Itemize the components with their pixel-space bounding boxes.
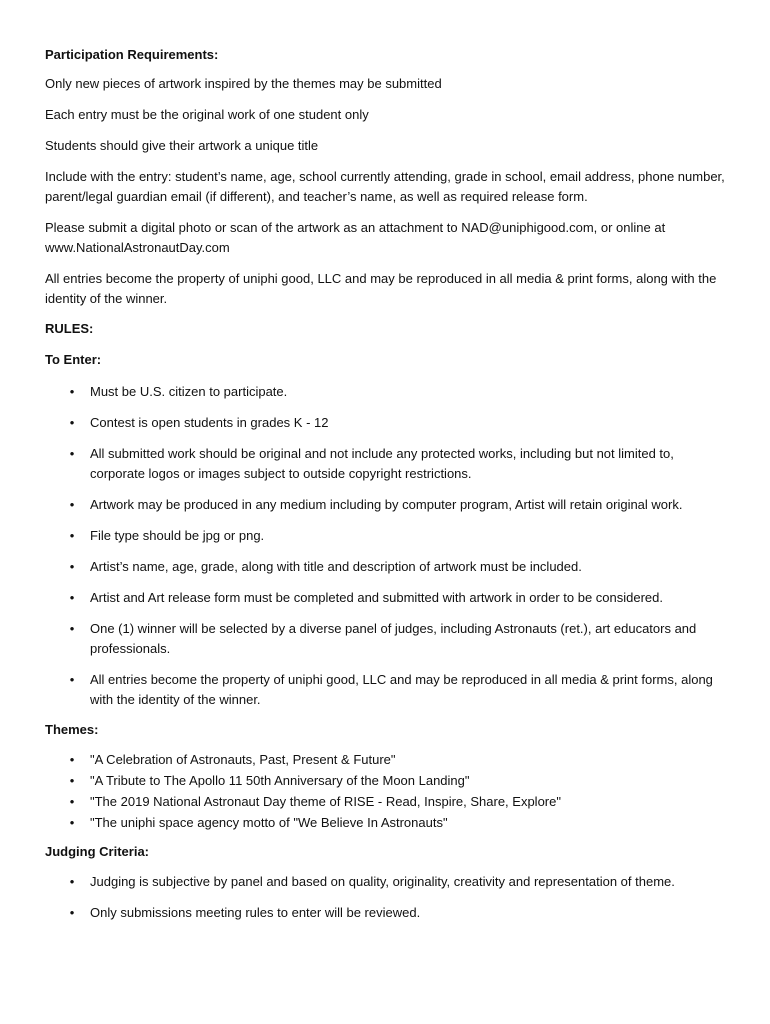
theme-text: "The 2019 National Astronaut Day theme of RISE - Read, Inspire, Share, Explore"	[90, 794, 561, 809]
participation-paragraph: All entries become the property of uniphi good, LLC and may be reproduced in all media & print forms, along with the identity of the winner.	[45, 271, 717, 306]
bullet-icon: •	[69, 794, 75, 809]
bullet-icon: •	[69, 773, 75, 788]
list-item	[45, 382, 730, 402]
bullet-icon: •	[69, 672, 75, 687]
rule-text: Artwork may be produced in any medium including by computer program, Artist will retain original work.	[90, 497, 683, 512]
participation-heading: Participation Requirements:	[45, 47, 219, 62]
judging-list	[45, 872, 730, 923]
rule-text: All entries become the property of uniphi good, LLC and may be reproduced in all media & print forms, along with the identity of the winner.	[90, 672, 713, 707]
themes-heading: Themes:	[45, 722, 99, 737]
rule-text: Artist and Art release form must be completed and submitted with artwork in order to be considered.	[90, 590, 663, 605]
bullet-icon: •	[69, 446, 75, 461]
list-item	[45, 588, 730, 608]
list-item	[45, 413, 730, 433]
list-item	[45, 670, 730, 710]
participation-paragraph: Students should give their artwork a unique title	[45, 138, 319, 153]
bullet-icon: •	[69, 528, 75, 543]
list-item	[45, 619, 730, 659]
rule-text: Must be U.S. citizen to participate.	[90, 384, 288, 399]
list-item	[45, 903, 730, 923]
rule-text: All submitted work should be original and not include any protected works, including but not limited to, corporate logos or images subject to outside copyright restrictions.	[90, 446, 674, 481]
list-item	[45, 526, 730, 546]
bullet-icon: •	[69, 497, 75, 512]
rule-text: Contest is open students in grades K - 12	[90, 415, 329, 430]
list-item	[45, 792, 730, 812]
rule-text: One (1) winner will be selected by a diverse panel of judges, including Astronauts (ret.), art educators and professionals.	[90, 621, 697, 656]
rule-text: Artist’s name, age, grade, along with title and description of artwork must be included.	[90, 559, 582, 574]
list-item	[45, 813, 730, 833]
participation-paragraph: Each entry must be the original work of one student only	[45, 107, 369, 122]
participation-paragraph: Only new pieces of artwork inspired by the themes may be submitted	[45, 76, 442, 91]
list-item	[45, 495, 730, 515]
bullet-icon: •	[69, 559, 75, 574]
themes-list	[45, 750, 730, 833]
judging-text: Only submissions meeting rules to enter will be reviewed.	[90, 905, 421, 920]
list-item	[45, 557, 730, 577]
theme-text: "The uniphi space agency motto of "We Believe In Astronauts"	[90, 815, 448, 830]
rule-text: File type should be jpg or png.	[90, 528, 265, 543]
list-item	[45, 750, 730, 770]
judging-heading: Judging Criteria:	[45, 844, 150, 859]
bullet-icon: •	[69, 621, 75, 636]
bullet-icon: •	[69, 384, 75, 399]
bullet-icon: •	[69, 590, 75, 605]
bullet-icon: •	[69, 815, 75, 830]
list-item	[45, 872, 730, 892]
list-item	[45, 771, 730, 791]
list-item	[45, 444, 730, 484]
rules-list	[45, 382, 730, 710]
participation-paragraph: Please submit a digital photo or scan of the artwork as an attachment to NAD@uniphigood.com, or online at www.NationalAstronautDay.com	[45, 220, 666, 255]
bullet-icon: •	[69, 415, 75, 430]
theme-text: "A Tribute to The Apollo 11 50th Anniversary of the Moon Landing"	[90, 773, 470, 788]
bullet-icon: •	[69, 752, 75, 767]
bullet-icon: •	[69, 874, 75, 889]
rules-heading: RULES:	[45, 321, 94, 336]
bullet-icon: •	[69, 905, 75, 920]
to-enter-heading: To Enter:	[45, 352, 102, 367]
judging-text: Judging is subjective by panel and based on quality, originality, creativity and representation of theme.	[90, 874, 675, 889]
participation-paragraph: Include with the entry: student’s name, age, school currently attending, grade in school, email address, phone number, parent/legal guardian email (if different), and teacher’s name, as well as required release form.	[45, 169, 725, 204]
theme-text: "A Celebration of Astronauts, Past, Present & Future"	[90, 752, 396, 767]
